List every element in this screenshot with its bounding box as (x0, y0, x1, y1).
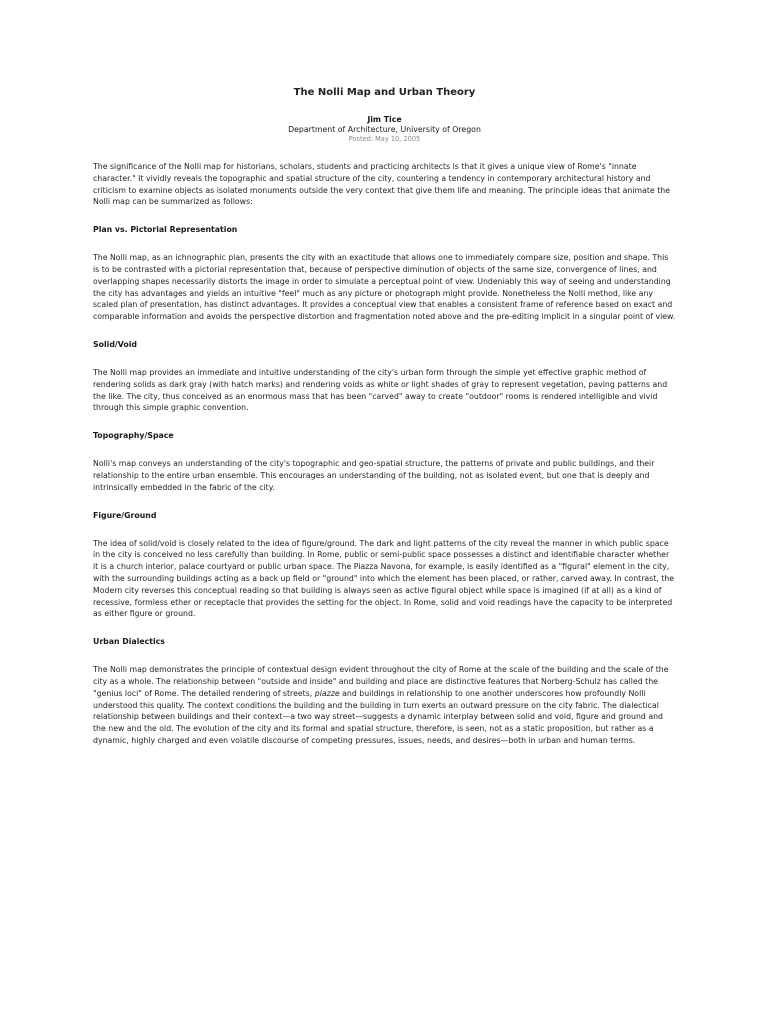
body-text-run: and buildings in relationship to one another underscores how profoundly Nolli understood this quality. The context conditions the building and the building in turn exerts an outward pressure on the city fabric. The dialectical relationship between buildings and their context—a two way street—suggests a dynamic interplay between solid and void, figure and ground and the new and the old. The evolution of the city and its formal and spatial structure, therefore, is seen, not as a static proposition, but rather as a dynamic, highly charged and even volatile discourse of competing pressures, issues, needs, and desires—both in urban and human terms. (93, 688, 663, 745)
posted-date: Posted: May 10, 2005 (348, 135, 421, 143)
section-heading-plan: Plan vs. Pictorial Representation (93, 225, 238, 235)
section-body-solid-void: The Nolli map provides an immediate and intuitive understanding of the city's urban form through the simple yet effective graphic method of rendering solids as dark gray (with hatch marks) and rendering voids as white or light shades of gray to represent vegetation, paving patterns and the like. The city, thus conceived as an enormous mass that has been "carved" away to create "outdoor" rooms is rendered intelligible and vivid through this simple graphic convention. (93, 367, 668, 413)
body-text-run: The Nolli map demonstrates the principle of contextual design evident throughout the city of Rome at the scale of the building and the scale of the city as a whole. The relationship between "outside and inside" and building and place are distinctive features that Norberg-Schulz has called the "genius loci" of Rome. The detailed rendering of streets, (93, 665, 669, 698)
author-name: Jim Tice (367, 115, 402, 124)
italic-term-piazze: piazze (314, 688, 340, 698)
section-body-urban-dialectics (93, 664, 676, 747)
author-affiliation: Department of Architecture, University of Oregon (288, 125, 481, 134)
section-body-topography: Nolli's map conveys an understanding of the city's topographic and geo-spatial structure, the patterns of private and public buildings, and their relationship to the entire urban ensemble. This encourages an understanding of the building, not as isolated event, but one that is deeply and intrinsically embedded in the fabric of the city. (93, 459, 655, 492)
document-title: The Nolli Map and Urban Theory (293, 87, 476, 98)
section-heading-solid-void: Solid/Void (93, 339, 137, 349)
byline (93, 115, 676, 144)
section-body-figure-ground: The idea of solid/void is closely related to the idea of figure/ground. The dark and light patterns of the city reveal the manner in which public space in the city is conceived no less carefully than building. In Rome, public or semi-public space possesses a distinct and identifiable character whether it is a church interior, palace courtyard or public urban space. The Piazza Navona, for example, is easily identified as a "figural" element in the city, with the surrounding buildings acting as a back up field or "ground" into which the element has been placed, or rather, carved away. In contrast, the Modern city reverses this conceptual reading so that building is always seen as active figural object while space is imagined (if at all) as a kind of recessive, formless ether or receptacle that provides the setting for the object. In Rome, solid and void readings have the capacity to be interpreted as either figure or ground. (93, 538, 675, 619)
section-heading-topography: Topography/Space (93, 431, 174, 441)
intro-paragraph: The significance of the Nolli map for historians, scholars, students and practicing architects is that it gives a unique view of Rome's "innate character." It vividly reveals the topographic and spatial structure of the city, countering a tendency in contemporary architectural history and criticism to examine objects as isolated monuments outside the very context that give them life and meaning. The principle ideas that animate the Nolli map can be summarized as follows: (93, 162, 670, 207)
document-page (93, 86, 676, 747)
section-heading-figure-ground: Figure/Ground (93, 510, 157, 520)
section-heading-urban-dialectics: Urban Dialectics (93, 637, 165, 647)
section-body-plan: The Nolli map, as an ichnographic plan, presents the city with an exactitude that allows one to immediately compare size, position and shape. This is to be contrasted with a pictorial representation that, because of perspective diminution of objects of the same size, convergence of lines, and overlapping shapes necessarily distorts the image in order to simulate a perceptual point of view. Undeniably this way of seeing and understanding the city has advantages and yields an intuitive "feel" much as any picture or photograph might provide. Nonetheless the Nolli method, like any scaled plan of presentation, has distinct advantages. It provides a conceptual view that enables a consistent frame of reference based on exact and comparable information and avoids the perspective distortion and fragmentation noted above and the pre-editing implicit in a singular point of view. (93, 253, 676, 322)
